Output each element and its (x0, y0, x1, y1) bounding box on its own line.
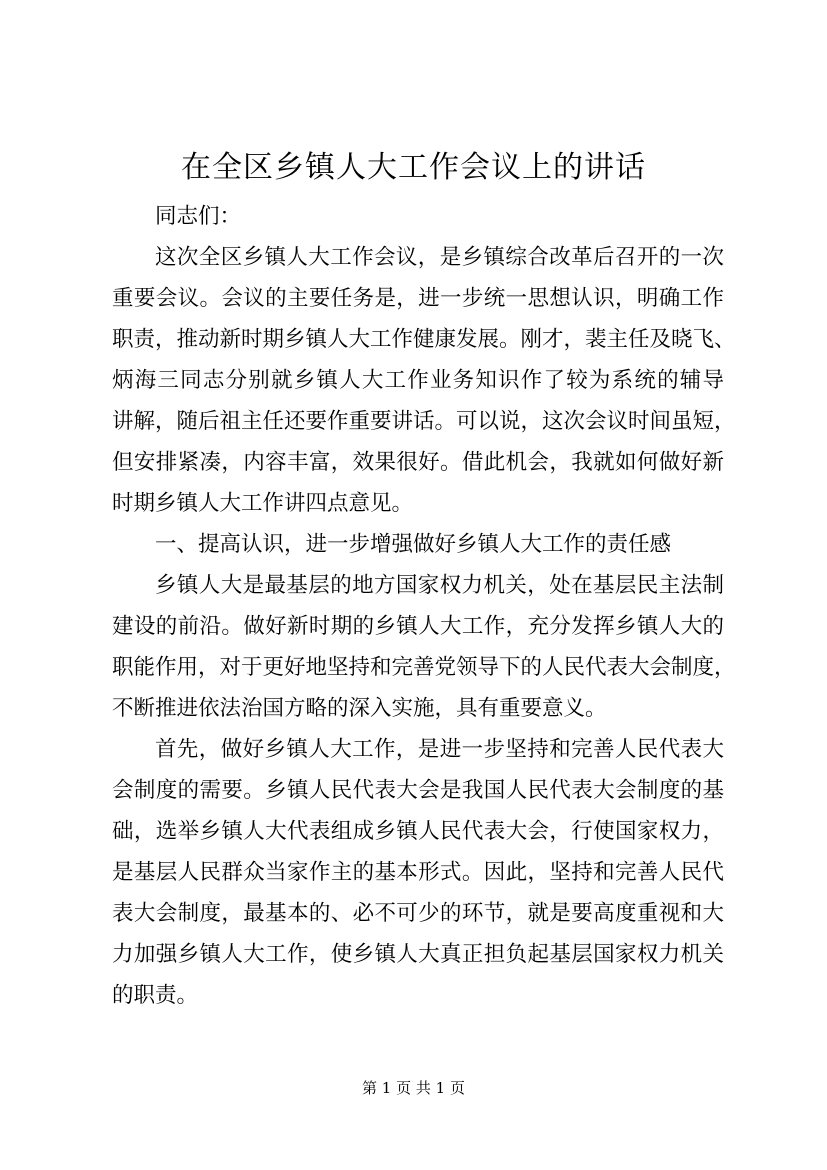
text-line: 一、提高认识，进一步增强做好乡镇人大工作的责任感 (155, 532, 672, 557)
text-line: 炳海三同志分别就乡镇人大工作业务知识作了较为系统的辅导 (112, 368, 724, 393)
text-line: 但安排紧凑，内容丰富，效果很好。借此机会，我就如何做好新 (112, 450, 724, 475)
document-title: 在全区乡镇人大工作会议上的讲话 (181, 150, 646, 185)
text-line: 时期乡镇人大工作讲四点意见。 (112, 491, 414, 516)
text-line: 不断推进依法治国方略的深入实施，具有重要意义。 (112, 696, 607, 721)
text-line: 的职责。 (112, 983, 199, 1008)
text-line: 乡镇人大是最基层的地方国家权力机关，处在基层民主法制 (155, 573, 724, 598)
text-line: 是基层人民群众当家作主的基本形式。因此，坚持和完善人民代 (112, 860, 724, 885)
text-line: 职能作用，对于更好地坚持和完善党领导下的人民代表大会制度， (112, 655, 736, 680)
text-line: 讲解，随后祖主任还要作重要讲话。可以说，这次会议时间虽短， (112, 409, 736, 434)
text-line: 建设的前沿。做好新时期的乡镇人大工作，充分发挥乡镇人大的 (112, 614, 724, 639)
text-line: 会制度的需要。乡镇人民代表大会是我国人民代表大会制度的基 (112, 778, 724, 803)
text-line: 础，选举乡镇人大代表组成乡镇人民代表大会，行使国家权力， (112, 819, 724, 844)
text-line: 职责，推动新时期乡镇人大工作健康发展。刚才，裴主任及晓飞、 (112, 327, 736, 352)
text-line: 力加强乡镇人大工作，使乡镇人大真正担负起基层国家权力机关 (112, 942, 724, 967)
text-line: 同志们： (155, 204, 242, 229)
text-line: 这次全区乡镇人大工作会议，是乡镇综合改革后召开的一次 (155, 245, 724, 270)
text-line: 表大会制度，最基本的、必不可少的环节，就是要高度重视和大 (112, 901, 724, 926)
text-line: 重要会议。会议的主要任务是，进一步统一思想认识，明确工作 (112, 286, 724, 311)
text-line: 首先，做好乡镇人大工作，是进一步坚持和完善人民代表大 (155, 737, 724, 762)
page-footer: 第 1 页 共 1 页 (362, 1079, 465, 1097)
document-body (112, 196, 736, 1016)
